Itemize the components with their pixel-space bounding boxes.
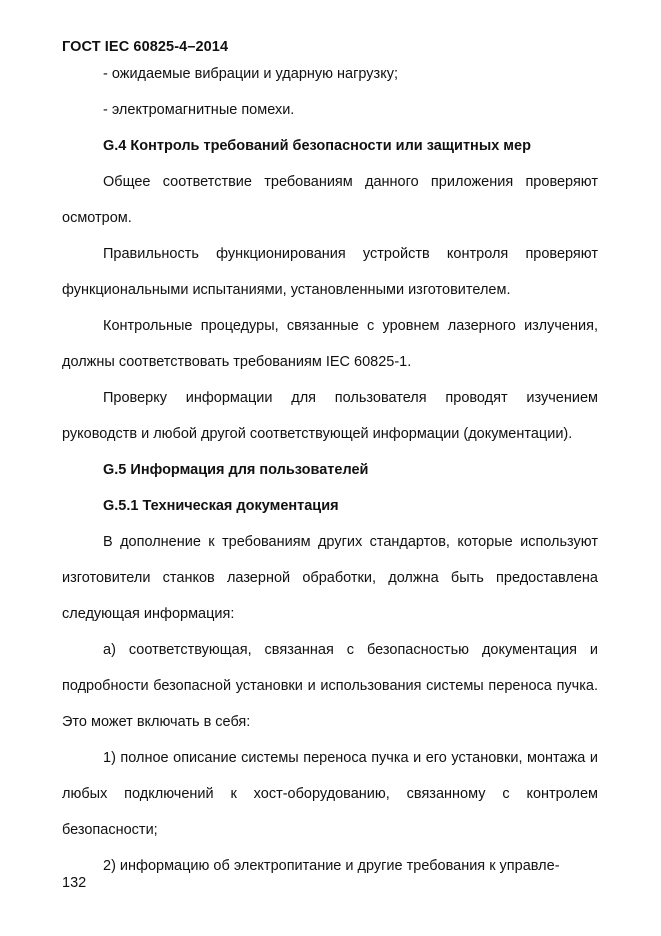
paragraph: Контрольные процедуры, связанные с уровнем лазерного излучения, должны соответствовать требованиям IEC 60825-1. bbox=[62, 318, 598, 370]
section-heading-g4: G.4 Контроль требований безопасности или защитных мер bbox=[103, 138, 531, 154]
paragraph: В дополнение к требованиям других стандартов, которые используют изготовители станков лазерной обработки, должна быть предоставлена следующая информация: bbox=[62, 534, 598, 622]
list-item-vibrations: - ожидаемые вибрации и ударную нагрузку; bbox=[103, 66, 398, 82]
section-heading-g5-1: G.5.1 Техническая документация bbox=[103, 498, 339, 514]
paragraph: а) соответствующая, связанная с безопасностью документация и подробности безопасной установки и использования системы переноса пучка. Это может включать в себя: bbox=[62, 642, 598, 730]
page-number: 132 bbox=[62, 875, 87, 891]
section-heading-g5: G.5 Информация для пользователей bbox=[103, 462, 369, 478]
paragraph: 1) полное описание системы переноса пучка и его установки, монтажа и любых подключений к хост-оборудованию, связанному с контролем безопасности; bbox=[62, 750, 598, 838]
paragraph: 2) информацию об электропитание и другие требования к управле- bbox=[103, 858, 560, 874]
list-item-emi: - электромагнитные помехи. bbox=[103, 102, 295, 118]
paragraph: Общее соответствие требованиям данного приложения проверяют осмотром. bbox=[62, 174, 598, 226]
paragraph: Проверку информации для пользователя проводят изучением руководств и любой другой соответствующей информации (документации). bbox=[62, 390, 598, 442]
document-body bbox=[62, 56, 598, 884]
document-header: ГОСТ IEC 60825-4–2014 bbox=[62, 39, 229, 55]
paragraph: Правильность функционирования устройств контроля проверяют функциональными испытаниями, установленными изготовителем. bbox=[62, 246, 598, 298]
